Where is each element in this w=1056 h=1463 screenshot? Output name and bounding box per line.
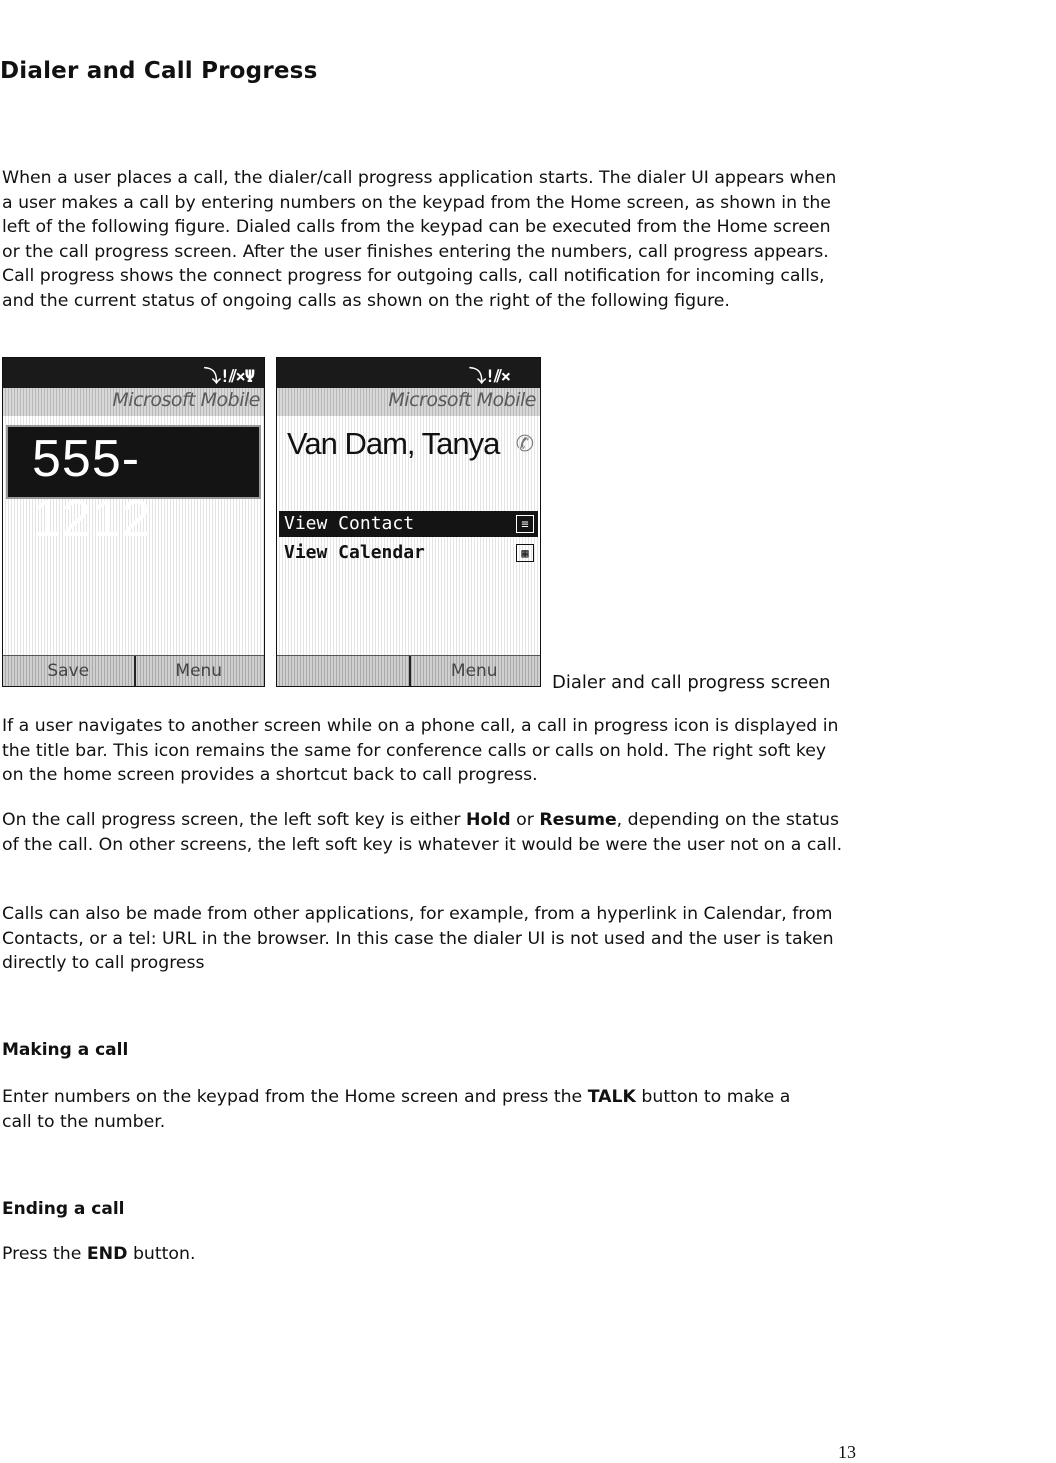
brand-bar: [3, 388, 264, 416]
save-soft-key[interactable]: Save: [47, 661, 90, 681]
soft-key-text-2: or: [510, 810, 540, 830]
soft-key-text-3: , depending on the status of the call. On other screens, the left soft key is whatever it would be were the user not on a call.: [2, 810, 843, 855]
soft-key-bar: [3, 655, 264, 686]
view-calendar-menu-item[interactable]: [279, 540, 538, 566]
ending-call-heading: Ending a call: [2, 1199, 125, 1219]
view-contact-label: View Contact: [284, 513, 415, 534]
menu-soft-key[interactable]: Menu: [450, 661, 498, 681]
calendar-icon: ▦: [516, 544, 534, 562]
contact-card-icon: ≡: [516, 515, 534, 533]
dialed-number: 555-1212: [32, 430, 152, 548]
phone-handset-icon: ✆: [515, 432, 534, 457]
making-call-text-1: Enter numbers on the keypad from the Home screen and press the: [2, 1087, 588, 1107]
talk-key-label: TALK: [587, 1087, 636, 1107]
intro-paragraph: When a user places a call, the dialer/call progress application starts. The dialer UI appears when a user makes a call by entering numbers on the keypad from the Home screen, as shown in the left of the following figure. Dialed calls from the keypad can be executed from the Home screen or the call progress screen. After the user finishes entering the numbers, call progress appears. Call progress shows the connect progress for outgoing calls, call notification for incoming calls, and the current status of ongoing calls as shown on the right of the following figure.: [2, 168, 837, 311]
ending-call-text-2: button.: [127, 1244, 196, 1264]
view-calendar-label: View Calendar: [284, 542, 425, 563]
dialed-number-box: [6, 425, 261, 548]
soft-key-bar: [277, 655, 540, 686]
soft-key-text-1: On the call progress screen, the left soft key is either: [2, 810, 467, 830]
contact-name: Van Dam, Tanya: [287, 426, 500, 461]
end-key-label: END: [86, 1244, 128, 1264]
status-bar: [277, 358, 540, 388]
ending-call-paragraph: [2, 1242, 852, 1267]
status-bar: [3, 358, 264, 388]
left-soft-key[interactable]: [277, 656, 409, 686]
brand-logo: Microsoft Mobile: [388, 389, 536, 411]
making-call-text-2: button to make a call to the number.: [2, 1087, 791, 1132]
other-apps-paragraph: Calls can also be made from other applications, for example, from a hyperlink in Calendar, from Contacts, or a tel: URL in the browser. In this case the dialer UI is not used and the user is taken directly to call progress: [2, 904, 834, 974]
making-call-paragraph: [2, 1085, 822, 1134]
status-icons: ⤵!⫽×: [468, 367, 510, 387]
resume-key-label: Resume: [539, 810, 617, 830]
brand-bar: [277, 388, 540, 416]
view-contact-menu-item[interactable]: [279, 511, 538, 537]
ending-call-text-1: Press the: [2, 1244, 87, 1264]
making-call-heading: Making a call: [2, 1040, 129, 1060]
navigation-paragraph: If a user navigates to another screen while on a phone call, a call in progress icon is displayed in the title bar. This icon remains the same for conference calls or calls on hold. The right soft key on the home screen provides a shortcut back to call progress.: [2, 716, 839, 786]
hold-key-label: Hold: [466, 810, 511, 830]
dialer-screenshot: [2, 357, 265, 687]
menu-soft-key[interactable]: Menu: [175, 661, 223, 681]
figure-caption: Dialer and call progress screen: [552, 672, 831, 693]
call-progress-screenshot: [276, 357, 541, 687]
page-number: 13: [838, 1442, 856, 1462]
status-icons: ⤵!⫽×Ψ: [203, 367, 254, 387]
brand-logo: Microsoft Mobile: [112, 389, 260, 411]
soft-key-paragraph: [2, 808, 852, 857]
page-title: Dialer and Call Progress: [0, 58, 318, 84]
